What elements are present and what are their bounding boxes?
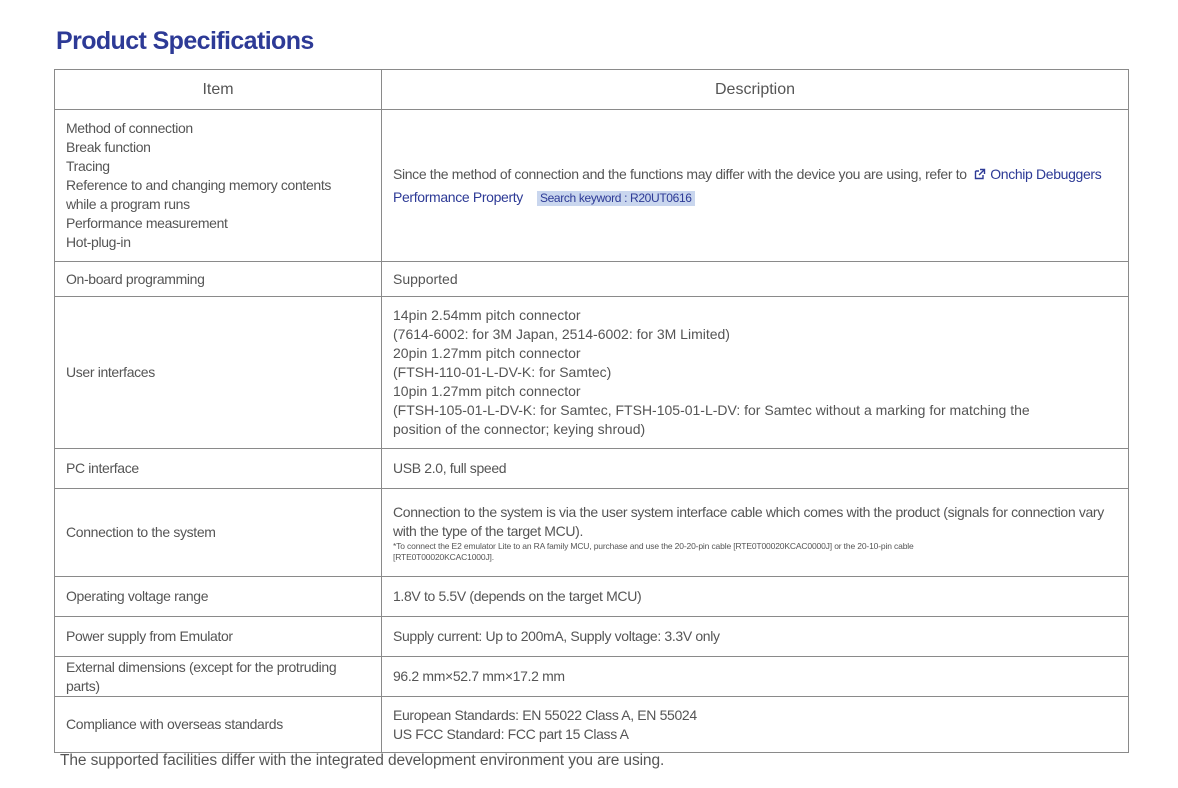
item-line: Hot-plug-in xyxy=(66,234,131,250)
item-cell: User interfaces xyxy=(55,297,382,449)
spec-table xyxy=(54,69,1129,753)
item-line: Method of connection xyxy=(66,120,193,136)
item-line: Break function xyxy=(66,139,151,155)
description-cell xyxy=(382,697,1129,753)
connection-line: with the type of the target MCU). xyxy=(393,522,583,539)
item-cell: Connection to the system xyxy=(55,489,382,577)
header-item: Item xyxy=(55,70,382,110)
description-cell xyxy=(382,297,1129,449)
performance-property-link[interactable]: Performance Property xyxy=(393,189,523,205)
item-cell: Operating voltage range xyxy=(55,577,382,617)
item-line: while a program runs xyxy=(66,196,190,212)
table-row xyxy=(55,617,1129,657)
connection-line: Connection to the system is via the user system interface cable which comes with the product (signals for connection vary xyxy=(393,503,1104,520)
item-cell: Power supply from Emulator xyxy=(55,617,382,657)
external-link-icon[interactable] xyxy=(974,164,986,186)
page-title: Product Specifications xyxy=(56,27,314,55)
compliance-line: US FCC Standard: FCC part 15 Class A xyxy=(393,725,629,742)
search-keyword-badge: Search keyword : R20UT0616 xyxy=(537,191,695,206)
item-cell: Compliance with overseas standards xyxy=(55,697,382,753)
description-cell: USB 2.0, full speed xyxy=(382,449,1129,489)
interface-line: 14pin 2.54mm pitch connector xyxy=(393,307,581,323)
connection-note: *To connect the E2 emulator Lite to an RA family MCU, purchase and use the 20-20-pin cable [RTE0T00020KCAC0000J] or the 20-10-pin cable xyxy=(393,540,914,551)
description-cell: Supported xyxy=(382,262,1129,297)
connection-note: [RTE0T00020KCAC1000J]. xyxy=(393,551,494,562)
description-text: Since the method of connection and the functions may differ with the device you are using, refer to xyxy=(393,166,967,182)
item-line: Performance measurement xyxy=(66,215,228,231)
table-row xyxy=(55,262,1129,297)
table-row xyxy=(55,657,1129,697)
interface-line: position of the connector; keying shroud) xyxy=(393,421,646,437)
footnote: The supported facilities differ with the integrated development environment you are using. xyxy=(60,752,665,769)
description-cell: 96.2 mm×52.7 mm×17.2 mm xyxy=(382,657,1129,697)
description-cell: 1.8V to 5.5V (depends on the target MCU) xyxy=(382,577,1129,617)
interface-line: 10pin 1.27mm pitch connector xyxy=(393,383,581,399)
description-cell xyxy=(382,110,1129,262)
table-row xyxy=(55,449,1129,489)
onchip-debuggers-link[interactable]: Onchip Debuggers xyxy=(990,166,1102,182)
description-cell: Supply current: Up to 200mA, Supply voltage: 3.3V only xyxy=(382,617,1129,657)
table-row xyxy=(55,489,1129,577)
table-row xyxy=(55,297,1129,449)
table-header-row xyxy=(55,70,1129,110)
item-cell xyxy=(55,110,382,262)
compliance-line: European Standards: EN 55022 Class A, EN 55024 xyxy=(393,706,697,723)
item-cell: On-board programming xyxy=(55,262,382,297)
interface-line: (7614-6002: for 3M Japan, 2514-6002: for 3M Limited) xyxy=(393,326,730,342)
interface-line: (FTSH-105-01-L-DV-K: for Samtec, FTSH-105-01-L-DV: for Samtec without a marking for matching the xyxy=(393,402,1030,418)
item-cell: PC interface xyxy=(55,449,382,489)
interface-line: 20pin 1.27mm pitch connector xyxy=(393,345,581,361)
description-cell xyxy=(382,489,1129,577)
table-row xyxy=(55,110,1129,262)
item-line: Tracing xyxy=(66,158,110,174)
table-row xyxy=(55,697,1129,753)
table-row xyxy=(55,577,1129,617)
interface-line: (FTSH-110-01-L-DV-K: for Samtec) xyxy=(393,364,612,380)
item-cell: External dimensions (except for the protruding parts) xyxy=(55,657,382,697)
item-line: Reference to and changing memory contents xyxy=(66,177,332,193)
header-description: Description xyxy=(382,70,1129,110)
